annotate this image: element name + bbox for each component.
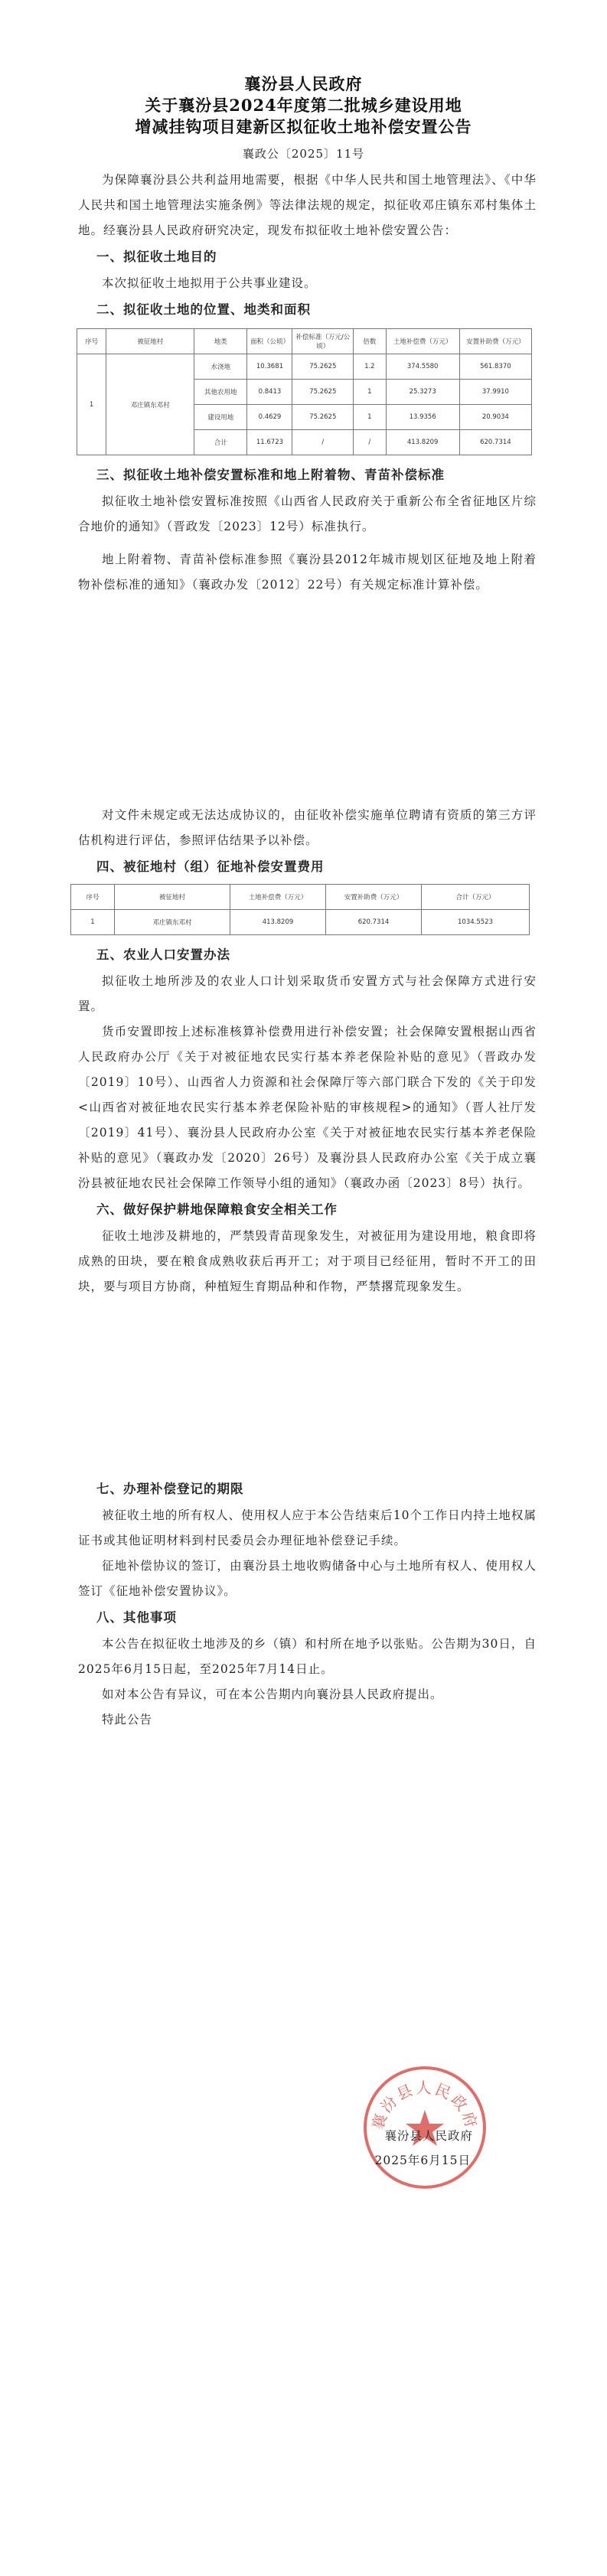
section-3-paragraph-1: 拟征收土地补偿安置标准按照《山西省人民政府关于重新公布全省征地区片综合地价的通知》（晋政发〔2023〕12号）标准执行。 bbox=[78, 494, 537, 533]
table-header-cell: 倍数 bbox=[354, 329, 386, 354]
section-8-paragraph-2: 如对本公告有异议，可在本公告期内向襄汾县人民政府提出。 bbox=[102, 1687, 443, 1701]
table-header-cell: 被征地村 bbox=[115, 885, 230, 910]
table-cell: 其他农用地 bbox=[194, 380, 247, 405]
section-7-paragraph-1: 被征收土地的所有权人、使用权人应于本公告结束后10个工作日内持土地权属证书或其他证明材料到村民委员会办理征地补偿登记手续。 bbox=[78, 1508, 537, 1547]
table-header-cell: 安置补助费（万元） bbox=[459, 329, 531, 354]
table-header-row bbox=[77, 329, 532, 354]
section-2-heading: 二、拟征收土地的位置、地类和面积 bbox=[96, 302, 311, 317]
table-cell-village: 邓庄镇东邓村 bbox=[106, 354, 194, 455]
table-header-cell: 安置补助费（万元） bbox=[326, 885, 422, 910]
doc-title-line-3: 增减挂钩项目建新区拟征收土地补偿安置公告 bbox=[135, 117, 472, 136]
table-cell: 20.9034 bbox=[459, 405, 531, 430]
table-header-cell: 序号 bbox=[71, 885, 115, 910]
signature-org: 襄汾县人民政府 bbox=[384, 2129, 473, 2143]
signature-block bbox=[0, 2124, 607, 2173]
section-1-heading: 一、拟征收土地目的 bbox=[96, 249, 217, 264]
section-3-heading: 三、拟征收土地补偿安置标准和地上附着物、青苗补偿标准 bbox=[96, 468, 445, 482]
doc-title-line-2: 关于襄汾县2024年度第二批城乡建设用地 bbox=[145, 96, 462, 115]
table-header-cell: 被征地村 bbox=[106, 329, 194, 354]
table-cell-index: 1 bbox=[77, 354, 106, 455]
table-cell: 620.7314 bbox=[459, 430, 531, 455]
table-header-cell: 合计（万元） bbox=[422, 885, 530, 910]
table-cell: / bbox=[292, 430, 354, 455]
table-cell: 合计 bbox=[194, 430, 247, 455]
table-header-row bbox=[71, 885, 530, 910]
seal-text: 襄汾县人民政府 bbox=[368, 2079, 481, 2132]
table-cell: 1.2 bbox=[354, 354, 386, 380]
table-cell: 413.8209 bbox=[230, 910, 326, 935]
blank-space bbox=[0, 1299, 607, 1475]
table-cell: 11.6723 bbox=[247, 430, 292, 455]
table-cell: 620.7314 bbox=[326, 910, 422, 935]
table-cell: 1 bbox=[71, 910, 115, 935]
table-cell: 邓庄镇东邓村 bbox=[115, 910, 230, 935]
table-cell: 75.2625 bbox=[292, 380, 354, 405]
table-header-cell: 地类 bbox=[194, 329, 247, 354]
section-8-closing: 特此公告 bbox=[102, 1713, 153, 1727]
section-7-heading: 七、办理补偿登记的期限 bbox=[96, 1482, 244, 1496]
section-7-paragraph-2: 征地补偿协议的签订，由襄汾县土地收购储备中心与土地所有权人、使用权人签订《征地补偿安置协议》。 bbox=[78, 1559, 537, 1598]
table-cell: 1 bbox=[354, 405, 386, 430]
table-cell: 413.8209 bbox=[386, 430, 459, 455]
section-5-paragraph-1: 拟征收土地所涉及的农业人口计划采取货币安置方式与社会保障方式进行安置。 bbox=[78, 974, 537, 1013]
section-8-heading: 八、其他事项 bbox=[96, 1610, 177, 1625]
table-cell: 374.5580 bbox=[386, 354, 459, 380]
table-cell: / bbox=[354, 430, 386, 455]
section-5-heading: 五、农业人口安置办法 bbox=[96, 947, 230, 962]
compensation-summary-table bbox=[70, 884, 530, 935]
table-header-cell: 土地补偿费（万元） bbox=[386, 329, 459, 354]
blank-space bbox=[0, 598, 607, 803]
section-4-heading: 四、被征地村（组）征地补偿安置费用 bbox=[96, 859, 325, 874]
table-cell: 75.2625 bbox=[292, 405, 354, 430]
table-cell: 25.3273 bbox=[386, 380, 459, 405]
signature-date: 2025年6月15日 bbox=[374, 2154, 471, 2167]
section-6-paragraph: 征收土地涉及耕地的，严禁毁青苗现象发生，对被征用为建设用地，粮食即将成熟的田块，要在粮食成熟收获后再开工；对于项目已经征用，暂时不开工的田块，要与项目方协商，种植短生育期品种和作物，严禁撂荒现象发生。 bbox=[78, 1229, 537, 1293]
table-header-cell: 面积（公顷） bbox=[247, 329, 292, 354]
table-cell: 37.9910 bbox=[459, 380, 531, 405]
table-cell: 0.4629 bbox=[247, 405, 292, 430]
intro-paragraph: 为保障襄汾县公共利益用地需要，根据《中华人民共和国土地管理法》、《中华人民共和国土地管理法实施条例》等法律法规的规定，拟征收邓庄镇东邓村集体土地。经襄汾县人民政府研究决定，现发布拟征收土地补偿安置公告： bbox=[78, 173, 537, 237]
table-row bbox=[71, 910, 530, 935]
table-cell: 561.8370 bbox=[459, 354, 531, 380]
table-cell: 75.2625 bbox=[292, 354, 354, 380]
table-cell: 1 bbox=[354, 380, 386, 405]
doc-title-line-1: 襄汾县人民政府 bbox=[244, 74, 363, 93]
land-area-table bbox=[77, 328, 532, 455]
table-header-cell: 补偿标准（万元/公顷） bbox=[292, 329, 354, 354]
table-cell: 建设用地 bbox=[194, 405, 247, 430]
section-5-paragraph-2: 货币安置即按上述标准核算补偿费用进行补偿安置；社会保障安置根据山西省人民政府办公厅《关于对被征地农民实行基本养老保险补贴的意见》（晋政办发〔2019〕10号）、山西省人力资源和社会保障厅等六部门联合下发的《关于印发<山西省对被征地农民实行基本养老保险补贴的审核规程>的通知》（晋人社厅发〔2019〕41号）、襄汾县人民政府办公室《关于对被征地农民实行基本养老保险补贴的意见》（襄政办发〔2020〕26号）及襄汾县人民政府办公室《关于成立襄汾县被征地农民社会保障工作领导小组的通知》（襄政办函〔2023〕8号）执行。 bbox=[78, 1025, 537, 1190]
section-1-paragraph: 本次拟征收土地拟用于公共事业建设。 bbox=[102, 276, 317, 290]
section-3-paragraph-3: 对文件未规定或无法达成协议的，由征收补偿实施单位聘请有资质的第三方评估机构进行评估，参照评估结果予以补偿。 bbox=[78, 808, 537, 847]
section-6-heading: 六、做好保护耕地保障粮食安全相关工作 bbox=[96, 1202, 338, 1217]
table-cell: 水浇地 bbox=[194, 354, 247, 380]
table-cell: 13.9356 bbox=[386, 405, 459, 430]
table-header-cell: 土地补偿费（万元） bbox=[230, 885, 326, 910]
doc-number: 襄政公〔2025〕11号 bbox=[242, 147, 365, 161]
table-header-cell: 序号 bbox=[77, 329, 106, 354]
section-8-paragraph-1: 本公告在拟征收土地涉及的乡（镇）和村所在地予以张贴。公告期为30日，自2025年6月15日起，至2025年7月14日止。 bbox=[78, 1637, 537, 1676]
table-cell: 1034.5523 bbox=[422, 910, 530, 935]
table-cell: 10.3681 bbox=[247, 354, 292, 380]
section-3-paragraph-2: 地上附着物、青苗补偿标准参照《襄汾县2012年城市规划区征地及地上附着物补偿标准的通知》（襄政办发〔2012〕22号）有关规定标准计算补偿。 bbox=[78, 553, 537, 592]
table-row bbox=[77, 354, 532, 380]
table-cell: 0.8413 bbox=[247, 380, 292, 405]
